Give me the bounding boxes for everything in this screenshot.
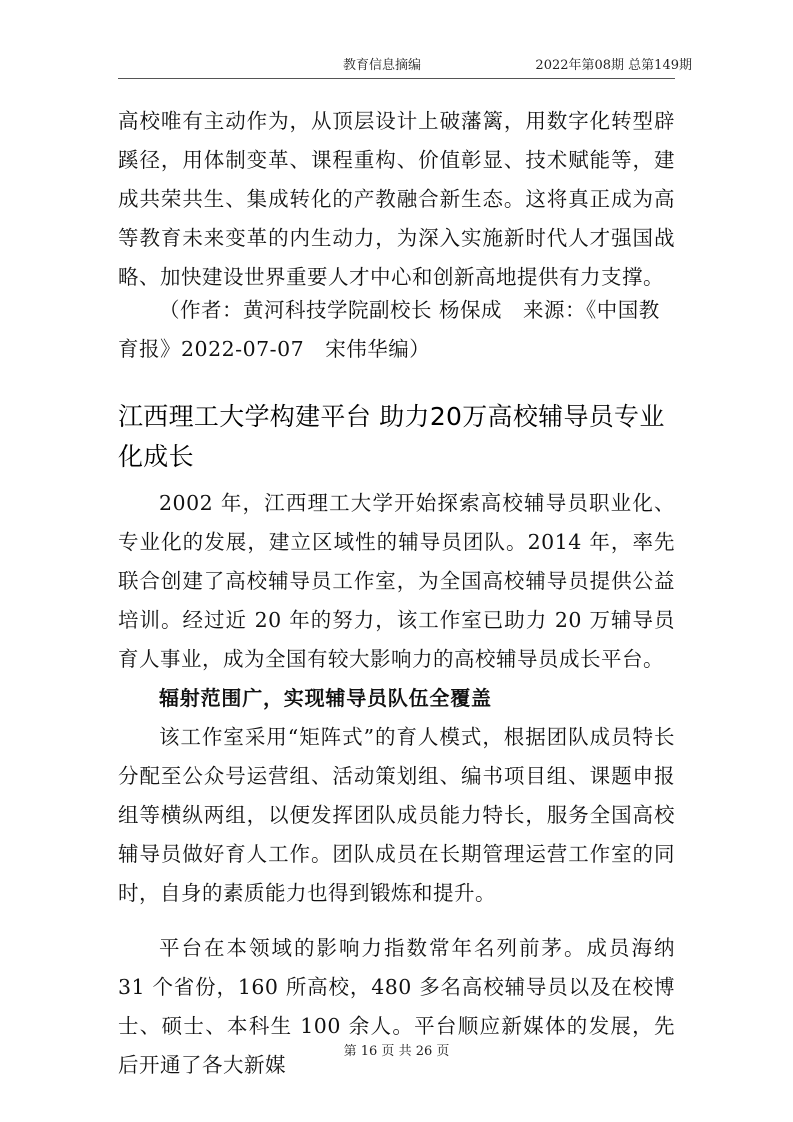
page-header (0, 54, 793, 74)
issue-number: 2022年第08期 总第149期 (535, 58, 692, 73)
article1-paragraph: 高校唯有主动作为，从顶层设计上破藩篱，用数字化转型辟蹊径，用体制变革、课程重构、价值彰显、技术赋能等，建成共荣共生、集成转化的产教融合新生态。这将真正成为高等教育未来变革的内生动力，为深入实施新时代人才强国战略、加快建设世界重要人才中心和创新高地提供有力支撑。 (118, 109, 675, 289)
paragraph-gap (118, 913, 675, 929)
publication-name: 教育信息摘编 (343, 58, 422, 73)
article2-subheading: 辐射范围广，实现辅导员队伍全覆盖 (159, 686, 492, 710)
article1-body (118, 102, 675, 297)
article2-paragraph-1: 2002 年，江西理工大学开始探索高校辅导员职业化、专业化的发展，建立区域性的辅导员团队。2014 年，率先联合创建了高校辅导员工作室，为全国高校辅导员提供公益培训。经过近 20 年的努力，该工作室已助力 20 万辅导员育人事业，成为全国有较大影响力的高校辅导员成长平台。 (118, 491, 675, 671)
article2-title: 江西理工大学构建平台 助力20万高校辅导员专业化成长 (118, 402, 665, 471)
article2-body (118, 484, 675, 1085)
credit-line-1: （作者：黄河科技学院副校长 杨保成 来源：《中国教 (159, 298, 660, 322)
header-divider (118, 78, 675, 79)
article2-paragraph-2: 该工作室采用“矩阵式”的育人模式，根据团队成员特长分配至公众号运营组、活动策划组、编书项目组、课题申报组等横纵两组，以便发挥团队成员能力特长，服务全国高校辅导员做好育人工作。团队成员在长期管理运营工作室的同时，自身的素质能力也得到锻炼和提升。 (118, 725, 675, 905)
credit-line-2: 育报》2022-07-07 宋伟华编） (118, 337, 431, 361)
article1-credit (118, 291, 675, 369)
article2-paragraph-3: 平台在本领域的影响力指数常年名列前茅。成员海纳 31 个省份，160 所高校，480 多名高校辅导员以及在校博士、硕士、本科生 100 余人。平台顺应新媒体的发展，先后开通了各大新媒 (118, 936, 675, 1077)
page-footer: 第 16 页 共 26 页 (343, 1044, 450, 1059)
